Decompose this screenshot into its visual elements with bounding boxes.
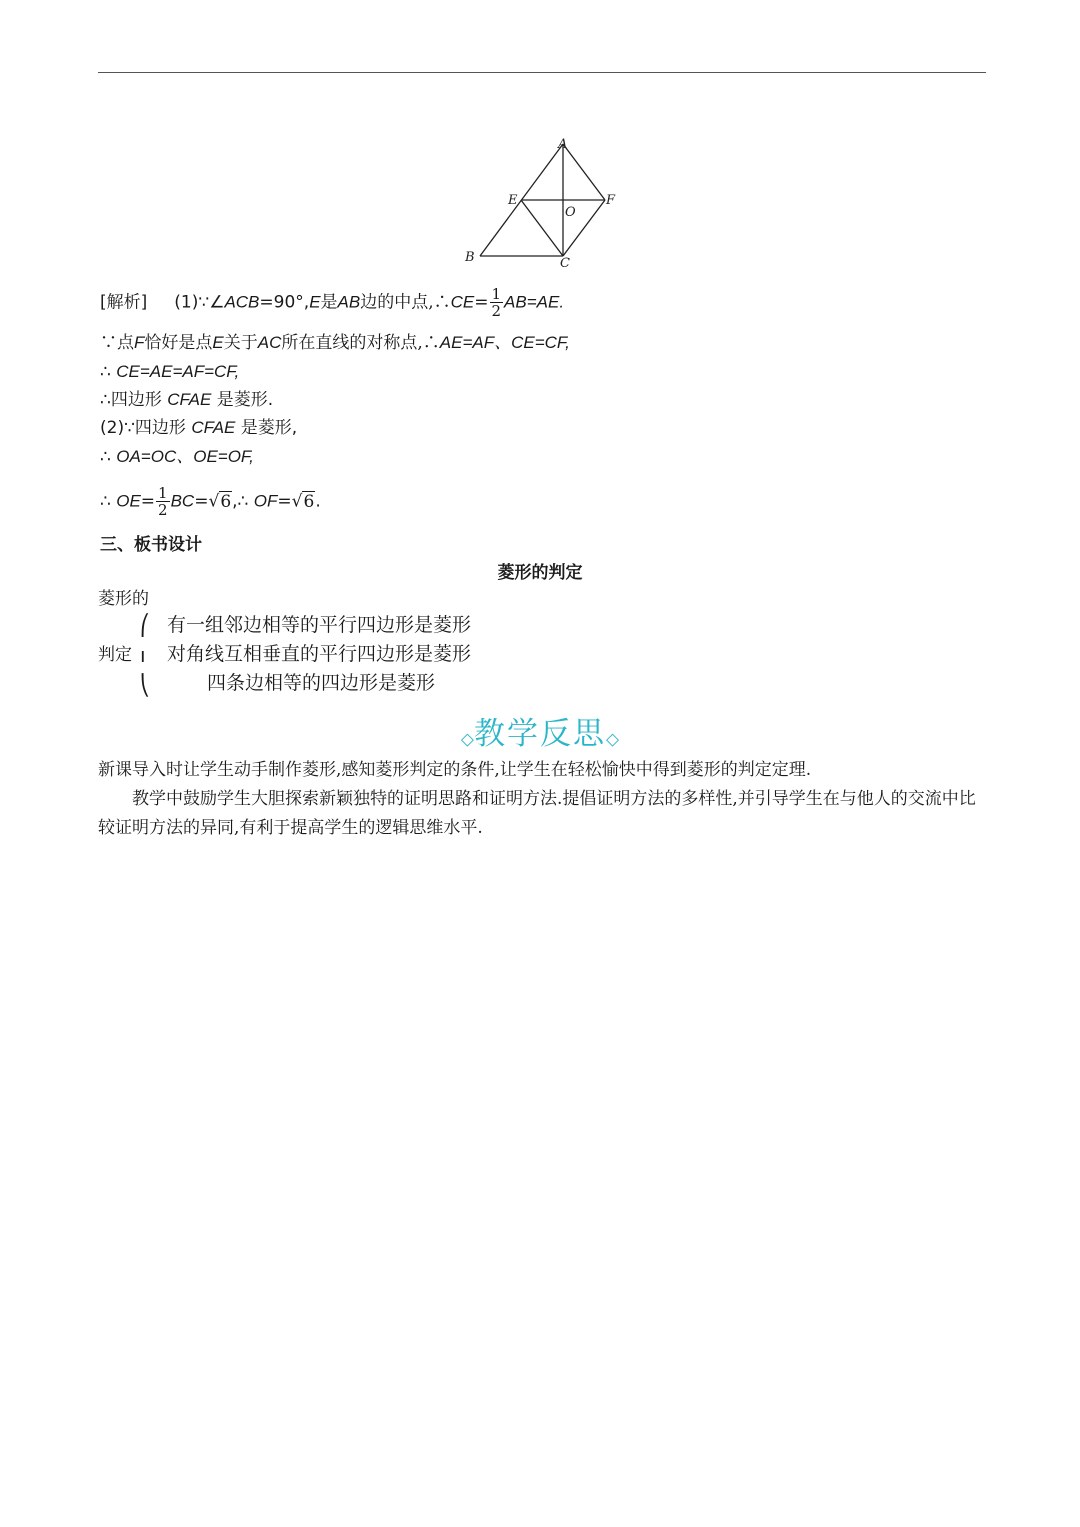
reflection-heading [0,708,1080,753]
board-item-2: 对角线互相垂直的平行四边形是菱形 [167,643,472,665]
board-item-1: 有一组邻边相等的平行四边形是菱形 [167,614,472,636]
board-label-bottom: 判定 [98,645,132,665]
board-item-3: 四条边相等的四边形是菱形 [207,672,436,694]
geometry-figure [455,130,625,275]
edge-af [563,144,605,200]
label-b: B [465,250,475,265]
diamond-right-icon: ◇ [606,729,620,750]
diamond-left-icon: ◇ [460,729,474,750]
sqrt-six: √6 [208,491,232,512]
solution-line-4: ∴四边形 CFAE 是菱形. [100,390,274,410]
header-rule [98,72,986,73]
reflection-title: 教学反思 [474,716,606,752]
brace-bottom: ⎝ [140,673,150,697]
label-o: O [565,205,576,220]
label-e: E [508,193,518,208]
solution-line-2: ∵点F恰好是点E关于AC所在直线的对称点,∴AE=AF、CE=CF, [100,333,570,353]
solution-line-5: (2)∵四边形 CFAE 是菱形, [100,418,298,438]
label-c: C [560,256,570,271]
label-f: F [606,193,616,208]
brace-top: ⎛ [140,613,150,637]
brace-mid: ı [140,643,146,667]
edge-ec [521,200,563,256]
fraction-half-2: $\frac{1}{2}$ [158,484,168,519]
solution-line-3: ∴ CE=AE=AF=CF, [100,362,240,382]
board-label-top: 菱形的 [98,589,149,609]
label-a: A [558,137,568,152]
reflection-paragraph-2: 教学中鼓励学生大胆探索新颖独特的证明思路和证明方法.提倡证明方法的多样性,并引导学生在与他人的交流中比较证明方法的异同,有利于提高学生的逻辑思维水平. [98,789,976,838]
sqrt-six-2: √6 [291,491,315,512]
board-title: 菱形的判定 [497,563,583,583]
solution-line-7: ∴ OE= $\frac{1}{2}$ BC=√6,∴ OF=√6. [100,484,321,519]
section-heading: 三、板书设计 [100,535,202,555]
fraction-half: $\frac{1}{2}$ [491,285,502,320]
solution-tag: [解析] [100,292,148,313]
reflection-paragraph-1: 新课导入时让学生动手制作菱形,感知菱形判定的条件,让学生在轻松愉快中得到菱形的判定定理. [98,760,812,780]
solution-line-6: ∴ OA=OC、OE=OF, [100,447,254,467]
solution-line-1: [解析] (1)∵∠ACB=90°,E是AB边的中点,∴CE= $\frac{1}{2}$ AB=AE. [100,285,565,320]
